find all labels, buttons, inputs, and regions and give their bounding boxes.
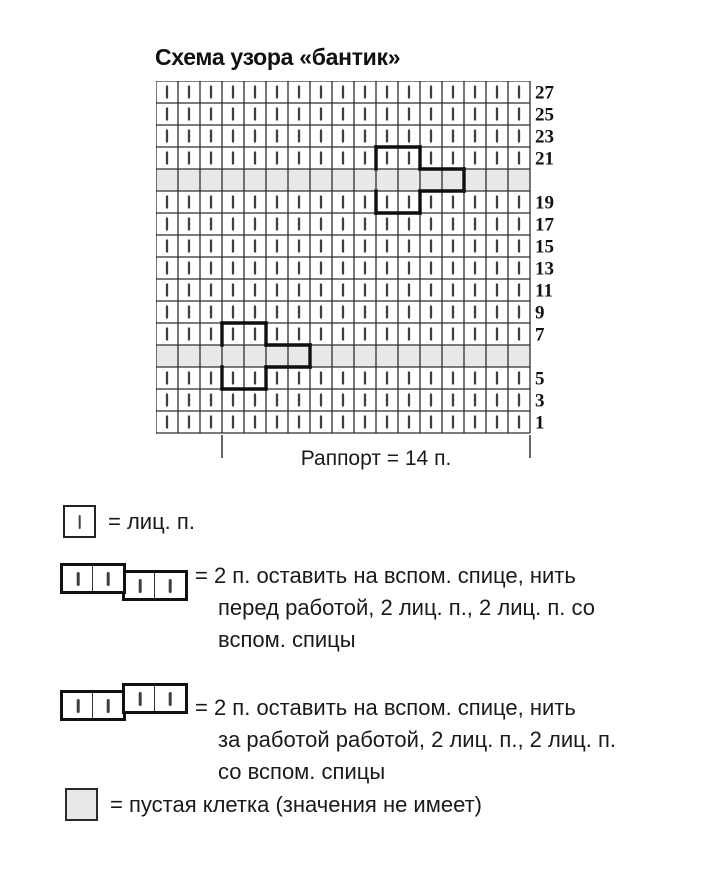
legend-empty-text: = пустая клетка (значения не имеет) (110, 792, 482, 817)
knit-stitch-icon (139, 692, 142, 706)
pattern-chart-grid (156, 81, 576, 461)
legend-cable-front-line3: вспом. спицы (218, 627, 356, 652)
row-number: 13 (535, 258, 554, 280)
row-numbers (535, 83, 555, 434)
knit-stitch-icon (78, 515, 81, 529)
row-number: 17 (535, 214, 554, 236)
row-number: 15 (535, 236, 554, 258)
row-number: 19 (535, 192, 554, 214)
knit-stitch-icon (107, 699, 110, 713)
row-number: 25 (535, 104, 554, 126)
cell-divider (92, 566, 94, 591)
row-number: 9 (535, 302, 545, 324)
knit-stitch-icon (77, 572, 80, 586)
knit-stitch-icon (169, 692, 172, 706)
legend-cable-front-line2: перед работой, 2 лиц. п., 2 лиц. п. со (218, 595, 595, 620)
row-number: 21 (535, 148, 554, 170)
legend-knit-cell (63, 505, 96, 538)
legend-knit-text: = лиц. п. (108, 509, 195, 534)
cable-front-upper-pair (60, 563, 126, 594)
row-number: 5 (535, 368, 545, 390)
legend-cable-back-line1: = 2 п. оставить на вспом. спице, нить (195, 695, 576, 720)
legend-cable-back-line3: со вспом. спицы (218, 759, 386, 784)
row-number: 1 (535, 412, 545, 434)
row-number: 23 (535, 126, 554, 148)
knit-stitch-icon (139, 579, 142, 593)
page-title: Схема узора «бантик» (155, 44, 401, 70)
cable-front-lower-pair (122, 570, 188, 601)
cell-divider (154, 686, 156, 711)
knit-stitch-icon (107, 572, 110, 586)
legend-empty-cell (65, 788, 98, 821)
row-number: 7 (535, 324, 545, 346)
row-number: 11 (535, 280, 553, 302)
row-number: 27 (535, 82, 554, 104)
knit-stitch-icon (77, 699, 80, 713)
legend-cable-front-line1: = 2 п. оставить на вспом. спице, нить (195, 563, 576, 588)
legend-cable-front-symbol (60, 563, 188, 601)
knit-stitch-icon (169, 579, 172, 593)
row-number: 3 (535, 390, 545, 412)
empty-row (156, 169, 530, 191)
cell-divider (92, 693, 94, 718)
cable-back-upper-pair (122, 683, 188, 714)
cell-divider (154, 573, 156, 598)
repeat-label: Раппорт = 14 п. (300, 447, 452, 470)
legend-cable-back-line2: за работой работой, 2 лиц. п., 2 лиц. п. (218, 727, 616, 752)
empty-row (156, 345, 530, 367)
legend-cable-back-symbol (60, 683, 188, 721)
cable-back-lower-pair (60, 690, 126, 721)
